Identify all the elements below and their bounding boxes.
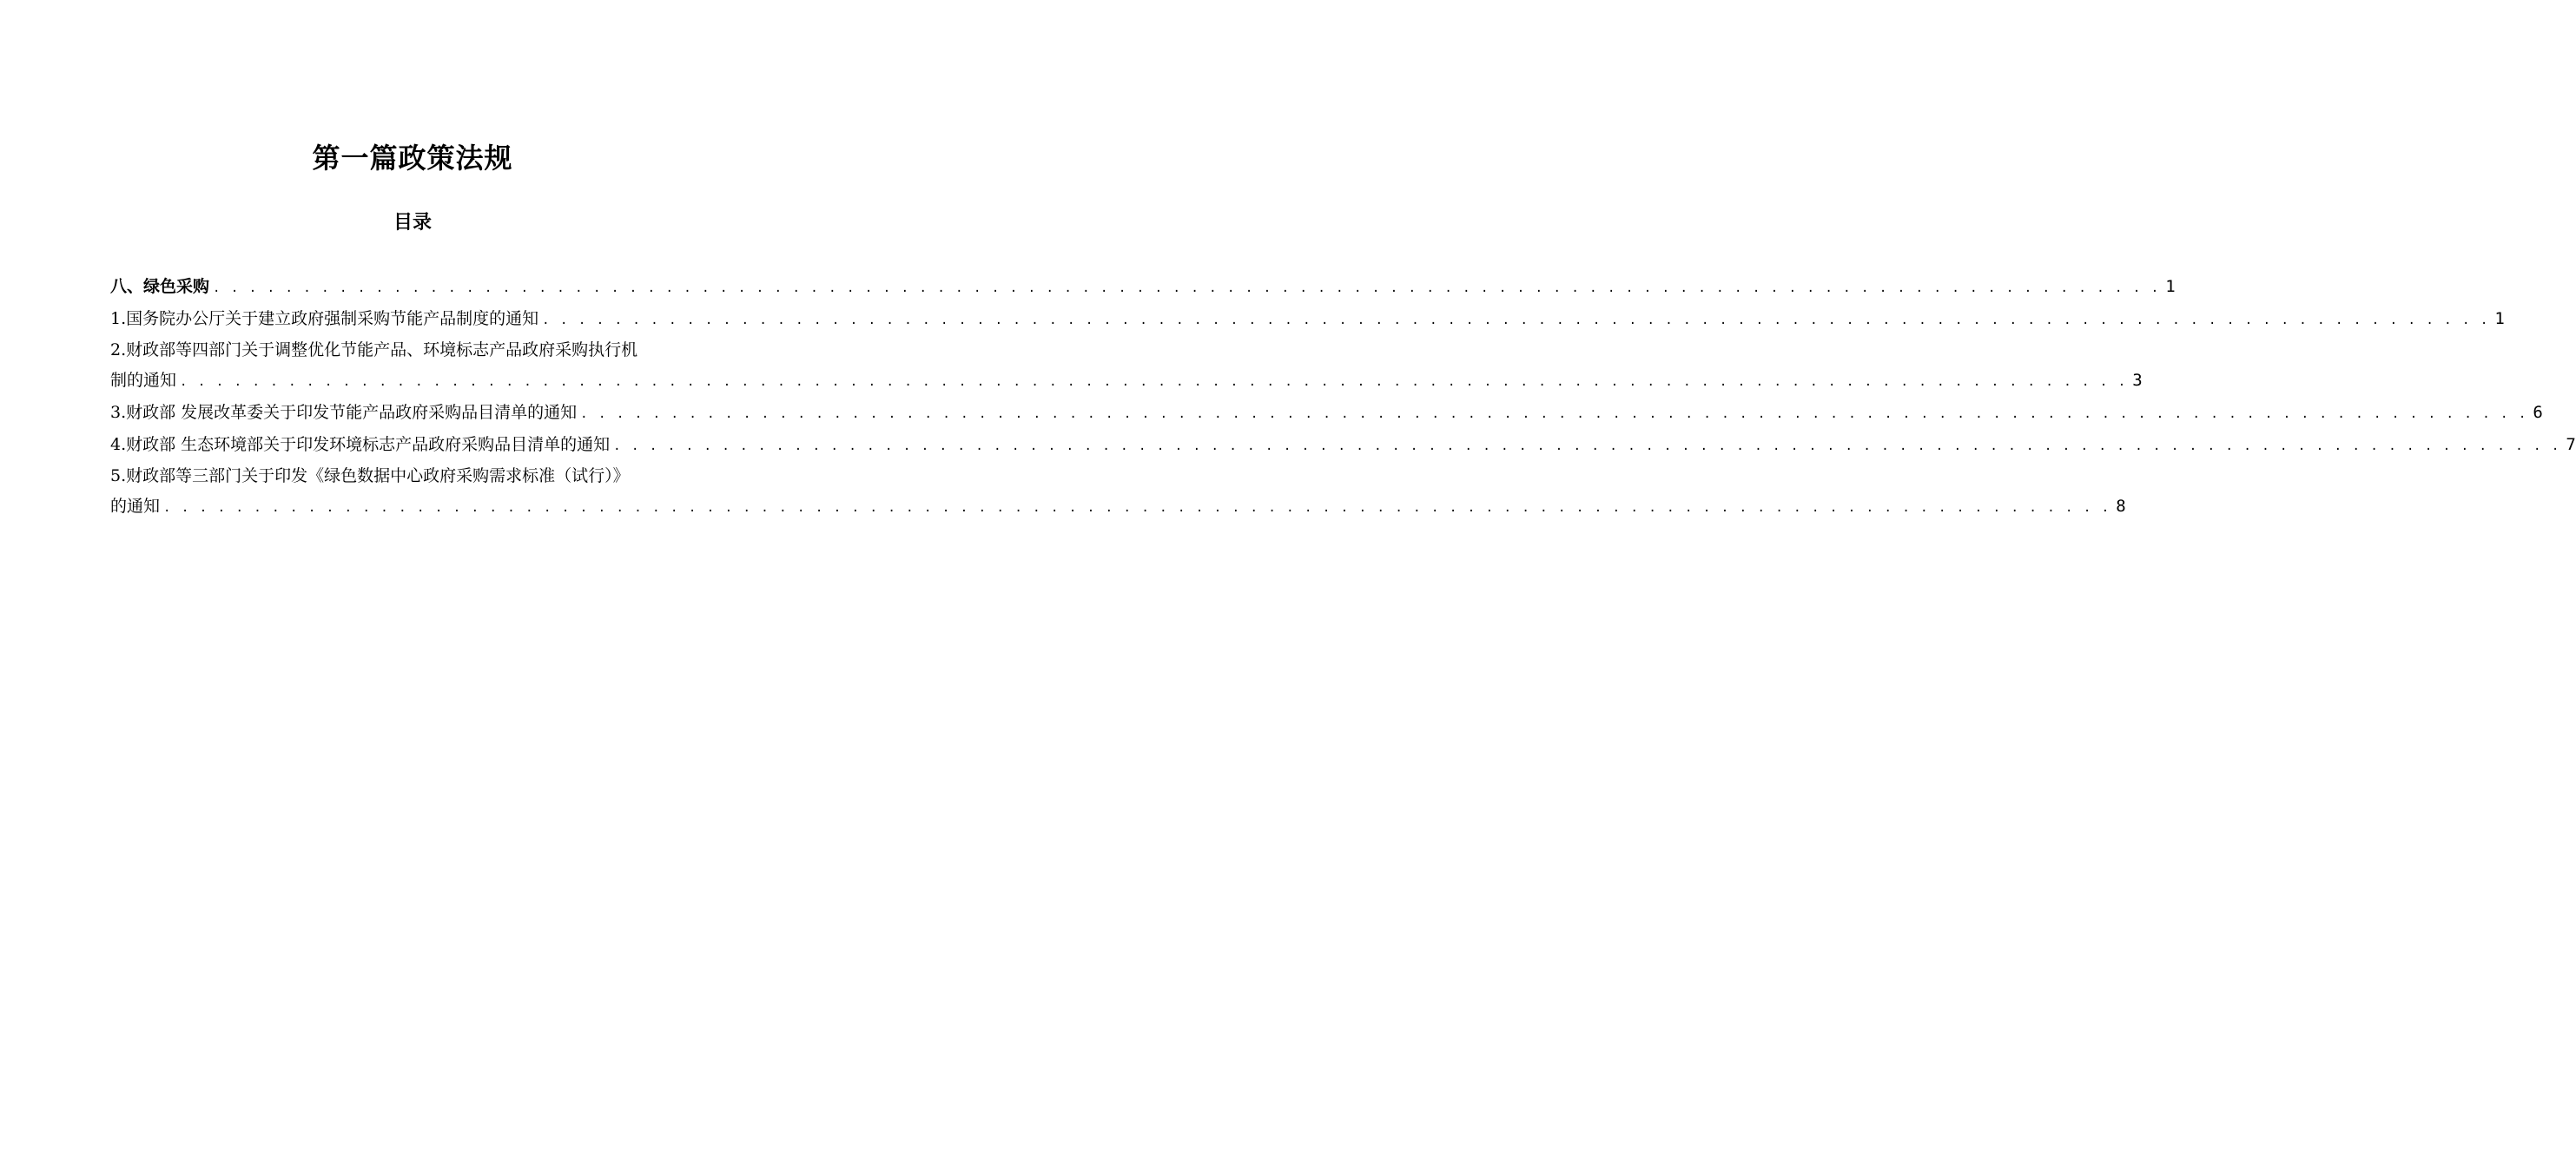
toc-leader-dots <box>610 432 2566 462</box>
toc-page-number: 1 <box>2494 308 2505 328</box>
toc-entry-section[interactable] <box>110 272 2176 304</box>
toc-entry-2[interactable] <box>110 335 2143 397</box>
toc-entry-label-line2: 的通知 <box>110 496 161 516</box>
toc-entry-5[interactable] <box>110 461 2126 523</box>
toc-entry-4[interactable] <box>110 430 2576 462</box>
toc-page-number: 7 <box>2566 434 2576 454</box>
toc-heading: 目录 <box>393 211 432 234</box>
toc-page-number: 6 <box>2533 402 2543 422</box>
toc-entry-label-line2: 制的通知 <box>110 371 177 391</box>
toc-page-number: 1 <box>2165 277 2176 296</box>
table-of-contents <box>110 272 2576 524</box>
toc-entry-label: 1.国务院办公厅关于建立政府强制采购节能产品制度的通知 <box>110 308 539 328</box>
page-title: 第一篇政策法规 <box>312 142 513 175</box>
toc-entry-1[interactable] <box>110 304 2505 336</box>
toc-leader-dots <box>209 274 2165 304</box>
toc-entry-3[interactable] <box>110 398 2543 430</box>
toc-page-number: 8 <box>2116 496 2126 516</box>
toc-entry-label-line1: 5.财政部等三部门关于印发《绿色数据中心政府采购需求标准（试行）》 <box>110 466 630 486</box>
toc-entry-label: 3.财政部 发展改革委关于印发节能产品政府采购品目清单的通知 <box>110 402 578 422</box>
toc-entry-label: 八、绿色采购 <box>110 277 210 296</box>
toc-leader-dots <box>160 493 2116 524</box>
toc-entry-label-line1: 2.财政部等四部门关于调整优化节能产品、环境标志产品政府采购执行机 <box>110 340 638 360</box>
toc-leader-dots <box>577 399 2533 430</box>
toc-leader-dots <box>538 306 2494 336</box>
toc-entry-label: 4.财政部 生态环境部关于印发环境标志产品政府采购品目清单的通知 <box>110 434 611 454</box>
toc-page-number: 3 <box>2132 371 2143 391</box>
toc-leader-dots <box>176 367 2132 398</box>
